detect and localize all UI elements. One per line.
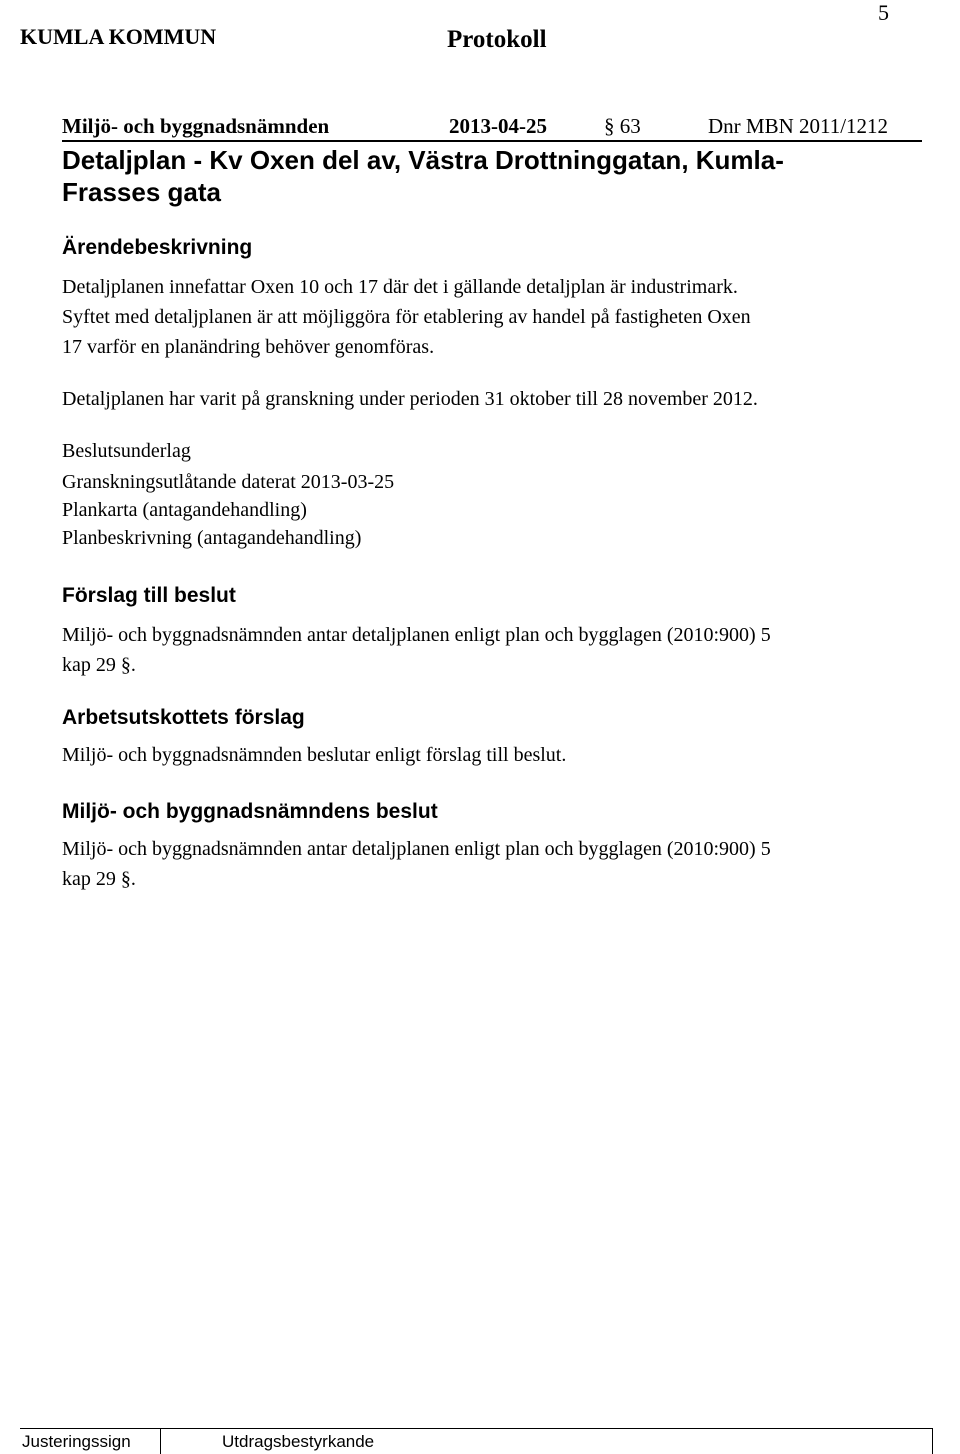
beslut-paragraph	[62, 834, 927, 894]
text-line: Miljö- och byggnadsnämnden antar detaljplanen enligt plan och bygglagen (2010:900) 5	[62, 838, 771, 860]
heading-namndens-beslut: Miljö- och byggnadsnämndens beslut	[62, 800, 438, 823]
granskning-paragraph: Detaljplanen har varit på granskning under perioden 31 oktober till 28 november 2012.	[62, 388, 758, 410]
text-line: Miljö- och byggnadsnämnden antar detaljplanen enligt plan och bygglagen (2010:900) 5	[62, 624, 771, 646]
beslutsunderlag-list	[62, 468, 394, 552]
municipality-name: KUMLA KOMMUN	[20, 24, 217, 49]
text-line: Detaljplanen innefattar Oxen 10 och 17 där det i gällande detaljplan är industrimark.	[62, 276, 738, 298]
heading-beslutsunderlag: Beslutsunderlag	[62, 440, 191, 462]
list-item: Granskningsutlåtande daterat 2013-03-25	[62, 471, 395, 493]
footer-utdragsbestyrkande: Utdragsbestyrkande	[222, 1432, 375, 1451]
list-item: Planbeskrivning (antagandehandling)	[62, 527, 362, 549]
document-type: Protokoll	[447, 26, 547, 53]
case-number: Dnr MBN 2011/1212	[708, 114, 889, 138]
footer-justeringssign: Justeringssign	[22, 1432, 131, 1451]
committee-name: Miljö- och byggnadsnämnden	[62, 114, 330, 138]
meeting-date: 2013-04-25	[449, 114, 547, 138]
header-rule	[62, 140, 922, 142]
forslag-paragraph	[62, 620, 927, 680]
list-item: Plankarta (antagandehandling)	[62, 499, 307, 521]
paragraph-number: § 63	[604, 114, 641, 138]
footer-divider	[932, 1428, 933, 1454]
arbetsutskott-paragraph: Miljö- och byggnadsnämnden beslutar enligt förslag till beslut.	[62, 744, 567, 766]
arendebeskrivning-paragraph	[62, 272, 927, 362]
text-line: kap 29 §.	[62, 654, 136, 676]
footer-rule	[20, 1428, 932, 1429]
text-line: Syftet med detaljplanen är att möjliggöra för etablering av handel på fastigheten Oxen	[62, 306, 751, 328]
page-number: 5	[878, 0, 889, 25]
footer-divider	[160, 1428, 161, 1454]
heading-arendebeskrivning: Ärendebeskrivning	[62, 236, 253, 259]
text-line: 17 varför en planändring behöver genomföras.	[62, 336, 435, 358]
text-line: kap 29 §.	[62, 868, 136, 890]
heading-arbetsutskottets-forslag: Arbetsutskottets förslag	[62, 706, 305, 729]
case-title: Detaljplan - Kv Oxen del av, Västra Drottninggatan, Kumla-Frasses gata	[62, 145, 784, 207]
heading-forslag-till-beslut: Förslag till beslut	[62, 584, 236, 607]
